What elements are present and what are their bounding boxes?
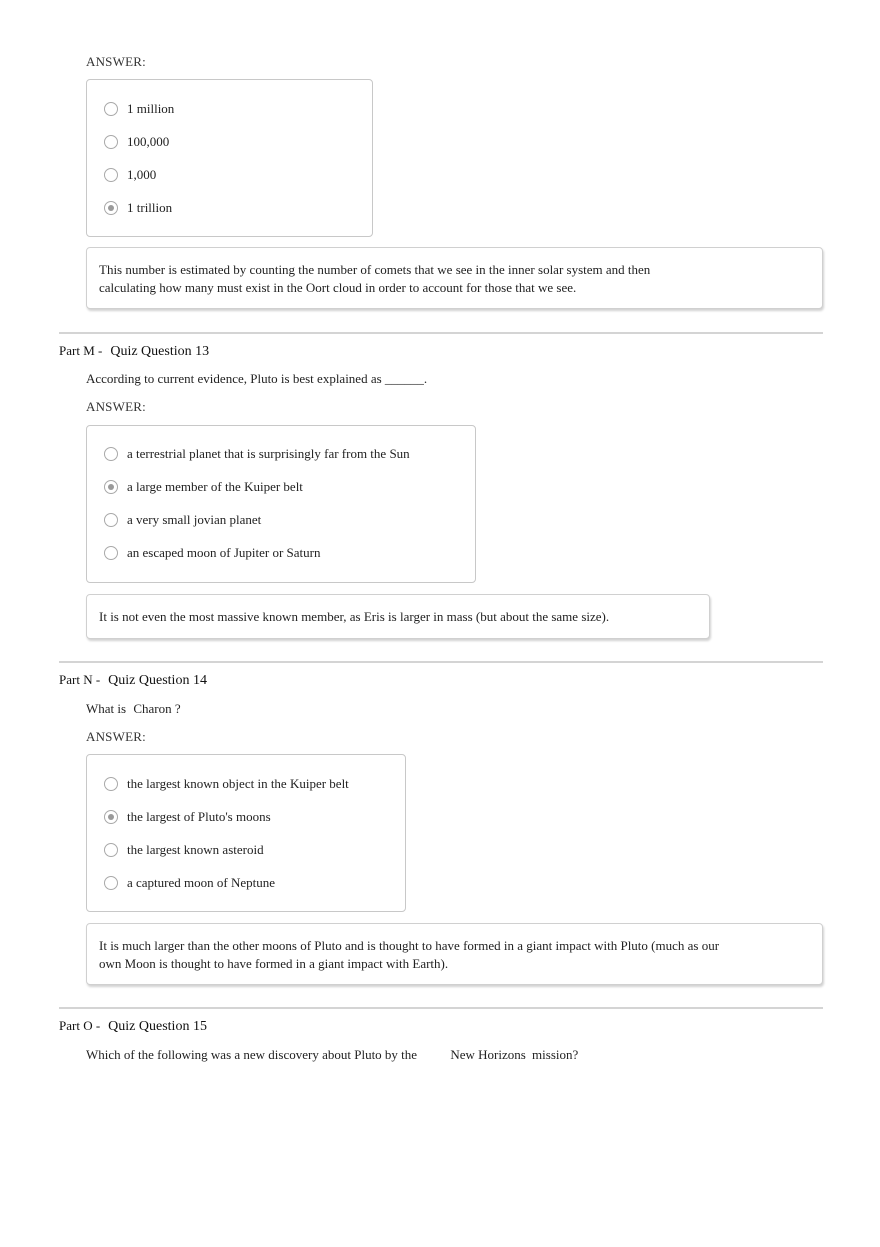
choice-100000[interactable] — [104, 132, 169, 152]
question-term: New Horizons — [450, 1047, 526, 1062]
radio-icon[interactable] — [104, 843, 118, 857]
radio-icon[interactable] — [104, 168, 118, 182]
choice-kuiper-object[interactable] — [104, 774, 349, 794]
question-title: Quiz Question 13 — [110, 344, 210, 359]
question-suffix: ? — [174, 701, 181, 716]
choice-label: 100,000 — [127, 134, 170, 149]
radio-icon[interactable] — [104, 135, 118, 149]
choice-label: 1 million — [127, 101, 175, 116]
part-n-header — [59, 672, 207, 689]
question-text — [86, 1047, 578, 1063]
question-title: Quiz Question 14 — [108, 673, 207, 688]
choice-label: the largest of Pluto's moons — [127, 809, 271, 824]
part-label: Part N - — [59, 672, 101, 687]
choice-label: the largest known asteroid — [127, 842, 264, 857]
radio-icon[interactable] — [104, 777, 118, 791]
feedback-box-m: It is not even the most massive known member, as Eris is larger in mass (but about the same size). — [86, 594, 710, 639]
answer-label: ANSWER: — [86, 399, 146, 414]
answer-choices-m — [86, 425, 476, 583]
radio-icon[interactable] — [104, 513, 118, 527]
section-divider — [59, 332, 823, 334]
part-o-header — [59, 1018, 207, 1035]
choice-pluto-moon[interactable] — [104, 807, 271, 827]
choice-label: 1 trillion — [127, 200, 173, 215]
question-prefix: Which of the following was a new discovery about Pluto by the — [86, 1047, 418, 1062]
radio-selected-icon[interactable] — [104, 810, 118, 824]
question-text: According to current evidence, Pluto is best explained as ______. — [86, 371, 428, 386]
radio-icon[interactable] — [104, 876, 118, 890]
choice-jovian-planet[interactable] — [104, 510, 261, 530]
question-suffix: mission? — [532, 1047, 579, 1062]
choice-label: an escaped moon of Jupiter or Saturn — [127, 545, 321, 560]
choice-escaped-moon[interactable] — [104, 543, 321, 563]
feedback-box-n: It is much larger than the other moons of Pluto and is thought to have formed in a giant impact with Pluto (much as our own Moon is thought to have formed in a giant impact with Earth). — [86, 923, 823, 985]
answer-label: ANSWER: — [86, 729, 146, 744]
radio-icon[interactable] — [104, 546, 118, 560]
answer-choices-n — [86, 754, 406, 912]
choice-label: a very small jovian planet — [127, 512, 262, 527]
radio-selected-icon[interactable] — [104, 480, 118, 494]
radio-icon[interactable] — [104, 102, 118, 116]
choice-terrestrial-planet[interactable] — [104, 444, 410, 464]
choice-label: a captured moon of Neptune — [127, 875, 276, 890]
part-m-header — [59, 343, 209, 360]
choice-label: a terrestrial planet that is surprisingly far from the Sun — [127, 446, 410, 461]
part-label: Part O - — [59, 1018, 101, 1033]
part-label: Part M - — [59, 343, 103, 358]
answer-choices-l — [86, 79, 373, 237]
choice-1-trillion[interactable] — [104, 198, 172, 218]
question-title: Quiz Question 15 — [108, 1019, 207, 1034]
radio-icon[interactable] — [104, 447, 118, 461]
choice-kuiper-belt-member[interactable] — [104, 477, 303, 497]
choice-1000[interactable] — [104, 165, 156, 185]
feedback-box-l: This number is estimated by counting the number of comets that we see in the inner solar system and then calculating how many must exist in the Oort cloud in order to account for those that we see. — [86, 247, 823, 309]
radio-selected-icon[interactable] — [104, 201, 118, 215]
choice-label: the largest known object in the Kuiper belt — [127, 776, 349, 791]
section-divider — [59, 1007, 823, 1009]
question-term: Charon — [133, 701, 172, 716]
choice-1-million[interactable] — [104, 99, 174, 119]
choice-label: 1,000 — [127, 167, 157, 182]
choice-label: a large member of the Kuiper belt — [127, 479, 303, 494]
answer-label: ANSWER: — [86, 54, 146, 69]
choice-largest-asteroid[interactable] — [104, 840, 264, 860]
choice-neptune-moon[interactable] — [104, 873, 275, 893]
question-text — [86, 701, 181, 717]
section-divider — [59, 661, 823, 663]
question-prefix: What is — [86, 701, 127, 716]
